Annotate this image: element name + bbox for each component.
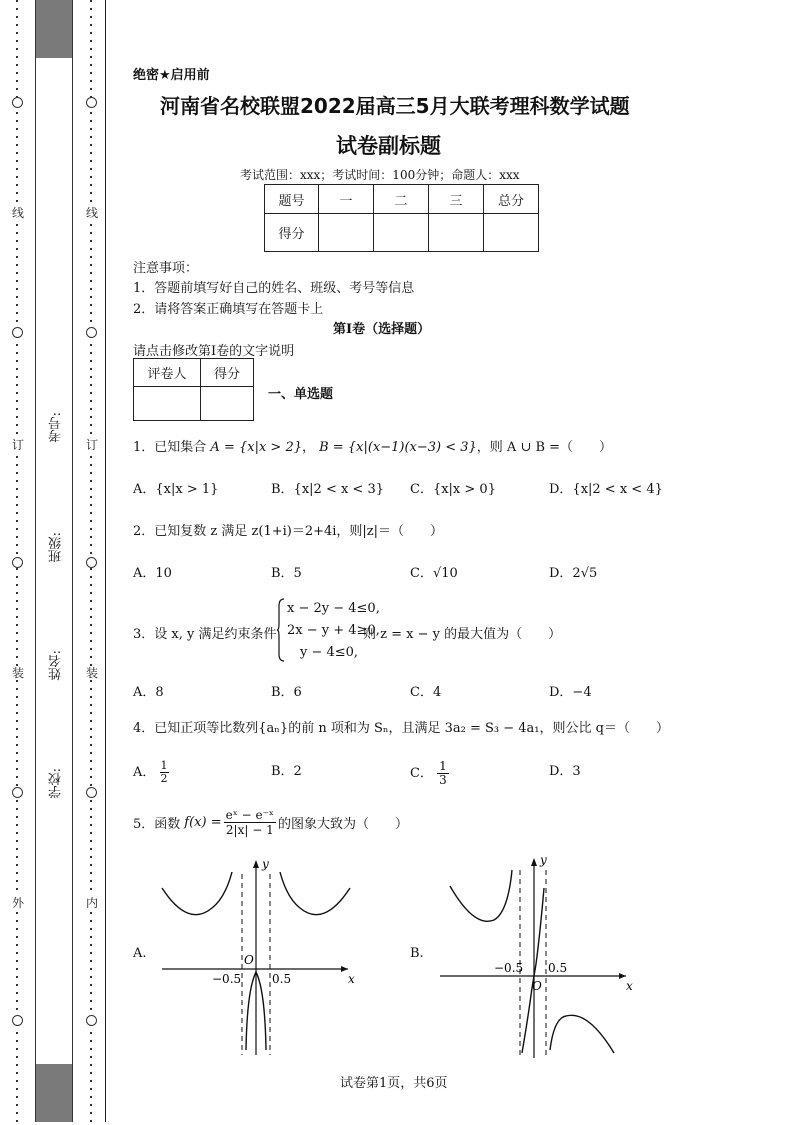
q3-option-a[interactable]: A．8 — [133, 685, 164, 700]
q1-set-a: A = {x|x > 2} — [210, 440, 302, 455]
q4-option-b[interactable]: B．2 — [271, 764, 302, 779]
grader-table — [133, 358, 254, 421]
q2-option-c[interactable]: C．√10 — [410, 566, 458, 581]
curve-left — [162, 872, 232, 915]
score-cell[interactable] — [484, 214, 539, 252]
x-arrow-icon — [619, 973, 626, 979]
x-arrow-icon — [341, 966, 348, 972]
tick-neg: −0.5 — [212, 972, 242, 986]
inner-label-xian: 线 — [85, 206, 98, 220]
q1-option-a[interactable]: A．{x|x > 1} — [133, 482, 219, 497]
outer-label-zhuang: 装 — [11, 666, 24, 680]
question-5 — [133, 808, 408, 837]
q1-suffix: ，则 A ∪ B =（ ） — [476, 440, 613, 455]
q5-fname: f(x) = — [184, 815, 222, 830]
x-label: x — [626, 979, 633, 993]
q1-option-c[interactable]: C．{x|x > 0} — [410, 482, 496, 497]
score-header-cell: 三 — [429, 185, 484, 214]
page-footer: 试卷第1页，共6页 — [340, 1076, 448, 1091]
q1-set-b: B = {x|(x−1)(x−3) < 3} — [319, 440, 477, 455]
circle-mark — [86, 1015, 97, 1026]
inner-label-ding: 订 — [85, 438, 98, 452]
q4-option-c[interactable] — [410, 760, 449, 787]
page-subtitle: 试卷副标题 — [336, 134, 441, 158]
q3-option-d[interactable]: D．−4 — [549, 685, 592, 700]
notes-item: 2．请将答案正确填写在答题卡上 — [133, 302, 324, 317]
q5-prefix: 5．函数 — [133, 817, 181, 832]
q5-option-a-label[interactable]: A. — [133, 946, 147, 961]
field-school[interactable]: 学校: — [49, 768, 64, 799]
score-cell[interactable] — [429, 214, 484, 252]
score-cell[interactable] — [319, 214, 374, 252]
tick-pos: 0.5 — [272, 972, 292, 986]
circle-mark — [86, 787, 97, 798]
circle-mark — [86, 327, 97, 338]
circle-mark — [12, 1015, 23, 1026]
origin-label: O — [532, 979, 542, 993]
field-exam-number[interactable]: 考号: — [49, 412, 64, 443]
q3-option-c[interactable]: C．4 — [410, 685, 442, 700]
curve-left — [450, 870, 512, 921]
q2-option-d[interactable]: D．2√5 — [549, 566, 598, 581]
grader-label: 评卷人 — [134, 359, 201, 387]
q3-suffix: 则 z = x − y 的最大值为（ ） — [363, 627, 562, 642]
question-4: 4．已知正项等比数列{aₙ}的前 n 项和为 Sₙ，且满足 3a₂ = S₃ − 4a₁，则公比 q＝（ ） — [133, 721, 669, 736]
question-3-prefix: 3．设 x, y 满足约束条件 — [133, 627, 277, 642]
q1-option-b[interactable]: B．{x|2 < x < 3} — [271, 482, 384, 497]
section-title: 第I卷（选择题） — [333, 322, 431, 337]
q4-option-a-fraction: $\frac{1}{2}$ — [160, 759, 168, 785]
y-arrow-icon — [531, 858, 537, 866]
curve-middle — [522, 888, 544, 1053]
q3-constraint-2: 2x − y + 4≥0, — [287, 623, 380, 638]
curve-right — [280, 872, 350, 915]
score-row-label: 得分 — [265, 214, 319, 252]
inner-label-zhuang: 装 — [85, 666, 98, 680]
section-description[interactable]: 请点击修改第I卷的文字说明 — [133, 344, 295, 359]
circle-mark — [12, 787, 23, 798]
exam-info: 考试范围：xxx；考试时间：100分钟；命题人：xxx — [240, 168, 520, 182]
q3-constraint-1: x − 2y − 4≤0, — [287, 601, 380, 616]
q3-constraint-3: y − 4≤0, — [300, 645, 359, 660]
q5-suffix: 的图象大致为（ ） — [278, 817, 409, 832]
grader-cell[interactable] — [134, 387, 201, 421]
y-arrow-icon — [253, 860, 259, 868]
q5-fraction: $\frac{\text{eˣ − e⁻ˣ}}{2|x| - 1}$ — [225, 808, 274, 837]
gray-block-top — [36, 0, 72, 58]
score-header-cell: 二 — [374, 185, 429, 214]
q1-option-d[interactable]: D．{x|2 < x < 4} — [549, 482, 663, 497]
margin-border-line — [105, 0, 106, 1122]
graph-a[interactable] — [150, 850, 365, 1060]
q4-option-a-label: A． — [133, 765, 156, 780]
score-cell[interactable] — [374, 214, 429, 252]
score-table — [264, 184, 539, 252]
question-2: 2．已知复数 z 满足 z(1+i)＝2+4i，则|z|＝（ ） — [133, 524, 444, 539]
circle-mark — [12, 557, 23, 568]
curve-right — [550, 1015, 614, 1053]
notes-heading: 注意事项： — [133, 261, 199, 276]
score-header-cell: 题号 — [265, 185, 319, 214]
outer-label-xian: 线 — [11, 206, 24, 220]
outer-label-wai: 外 — [11, 896, 24, 910]
graph-b[interactable] — [428, 848, 643, 1060]
tick-pos: 0.5 — [548, 961, 568, 975]
grader-score-label: 得分 — [201, 359, 254, 387]
q4-option-a[interactable] — [133, 760, 169, 785]
grader-score-cell[interactable] — [201, 387, 254, 421]
q1-prefix: 1．已知集合 — [133, 440, 207, 455]
score-header-cell: 一 — [319, 185, 374, 214]
question-1: 1．已知集合 A = {x|x > 2}， B = {x|(x−1)(x−3) < 3}，则 A ∪ B =（ ） — [133, 440, 613, 455]
q4-option-c-label: C． — [410, 766, 433, 781]
inner-label-nei: 内 — [85, 896, 98, 910]
circle-mark — [12, 327, 23, 338]
q5-option-b-label[interactable]: B. — [410, 946, 424, 961]
q3-option-b[interactable]: B．6 — [271, 685, 302, 700]
secret-mark: 绝密★启用前 — [133, 68, 210, 83]
q4-option-c-fraction: $\frac{1}{3}$ — [439, 759, 447, 787]
origin-label: O — [244, 953, 254, 967]
tick-neg: −0.5 — [494, 961, 524, 975]
circle-mark — [12, 97, 23, 108]
y-label: y — [540, 853, 547, 867]
score-header-cell: 总分 — [484, 185, 539, 214]
page-title: 河南省名校联盟2022届高三5月大联考理科数学试题 — [160, 94, 630, 118]
y-label: y — [262, 857, 269, 871]
q4-option-d[interactable]: D．3 — [549, 764, 581, 779]
notes-item: 1．答题前填写好自己的姓名、班级、考号等信息 — [133, 281, 415, 296]
x-label: x — [348, 972, 355, 986]
brace-icon — [277, 598, 285, 662]
part-heading: 一、单选题 — [268, 387, 334, 402]
circle-mark — [86, 97, 97, 108]
q2-option-a[interactable]: A．10 — [133, 566, 172, 581]
circle-mark — [86, 557, 97, 568]
q2-option-b[interactable]: B．5 — [271, 566, 302, 581]
gray-block-bottom — [36, 1064, 72, 1122]
field-class[interactable]: 班级: — [49, 532, 64, 563]
field-name[interactable]: 姓名: — [49, 650, 64, 681]
outer-label-ding: 订 — [11, 438, 24, 452]
